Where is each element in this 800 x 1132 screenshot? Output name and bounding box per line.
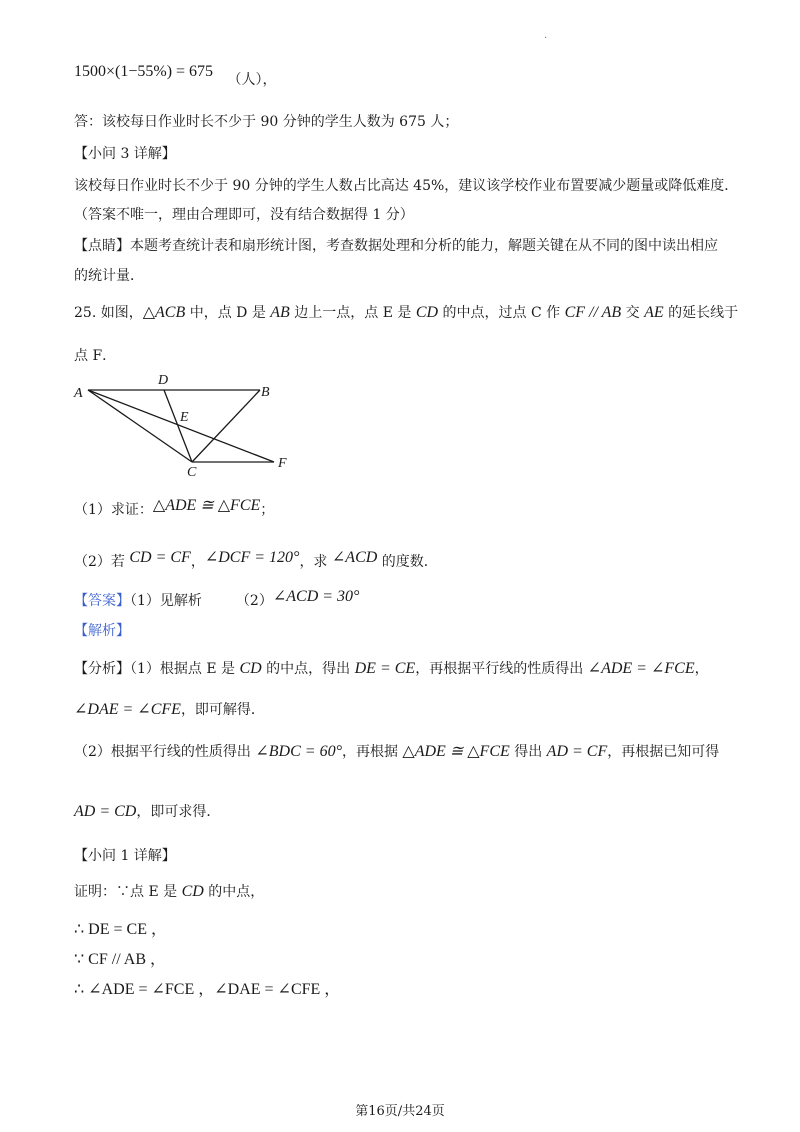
label-e: E <box>180 410 189 425</box>
q3-note: （答案不唯一，理由合理即可，没有结合数据得 1 分） <box>74 207 414 223</box>
q2-sep: ， <box>190 554 205 570</box>
label-f: F <box>278 456 287 471</box>
segment-ae: AE <box>644 304 664 321</box>
proof-text-a: 证明：∵点 E 是 <box>74 884 182 900</box>
q1-end: ； <box>260 502 275 518</box>
question-2 <box>74 549 438 572</box>
analysis-eq-bdc: ∠BDC = 60° <box>255 743 342 760</box>
analysis-eq-dae-cfe: ∠DAE = ∠CFE <box>74 701 181 718</box>
analysis-label: 【解析】 <box>74 623 130 639</box>
answer-part-2: ∠ACD = 30° <box>272 588 360 605</box>
q3-heading: 【小问 3 详解】 <box>74 146 176 162</box>
problem-text-b: 边上一点，点 E 是 <box>289 305 416 321</box>
q1-prefix: （1）求证： <box>74 502 153 518</box>
calc-unit: （人）， <box>227 72 277 88</box>
problem-line-2: 点 F． <box>74 348 117 364</box>
label-b: B <box>261 385 270 400</box>
analysis-line-2 <box>74 700 265 720</box>
analysis-text-d: ， <box>694 661 709 677</box>
analysis-text-h: 得出 <box>509 744 547 760</box>
answer-part-2-prefix: （2） <box>235 593 273 609</box>
problem-text-a: 中，点 D 是 <box>185 305 271 321</box>
analysis-text-f: （2）根据平行线的性质得出 <box>74 744 256 760</box>
analysis-text-j: ，即可求得． <box>136 804 221 820</box>
question-1 <box>74 497 275 520</box>
analysis-line-1 <box>74 659 709 679</box>
analysis-text-b: 的中点，得出 <box>261 661 355 677</box>
proof-line-2: ∴ DE = CE ， <box>74 921 167 938</box>
problem-line-1 <box>74 303 738 323</box>
proof-line-4: ∴ ∠ADE = ∠FCE ，∠DAE = ∠CFE ， <box>74 981 341 998</box>
label-a: A <box>74 386 83 401</box>
problem-prefix: 25. 如图， <box>74 305 143 321</box>
q2-prefix: （2）若 <box>74 554 130 570</box>
proof-line-3: ∵ CF // AB ， <box>74 951 166 968</box>
calc-line <box>74 62 277 88</box>
q1-detail-heading: 【小问 1 详解】 <box>74 848 176 864</box>
proof-cd: CD <box>181 883 204 900</box>
answer-sentence: 答：该校每日作业时长不少于 90 分钟的学生人数为 675 人； <box>74 114 459 130</box>
analysis-eq-congruent: △ADE ≅ △FCE <box>402 743 510 760</box>
label-d: D <box>158 373 169 388</box>
q2-end: 的度数． <box>377 554 438 570</box>
analysis-text-e: ，即可解得． <box>180 702 265 718</box>
label-c: C <box>187 465 197 480</box>
answer-label: 【答案】 <box>74 593 130 609</box>
q2-condition-1: CD = CF <box>129 549 191 566</box>
line-dc <box>164 390 192 462</box>
calc-expression: 1500×(1−55%) = 675 <box>74 63 214 80</box>
comment-line-1: 【点睛】本题考查统计表和扇形统计图，考查数据处理和分析的能力，解题关键在从不同的图中读出相应 <box>74 238 718 254</box>
analysis-text-c: ，再根据平行线的性质得出 <box>415 661 588 677</box>
analysis-text-g: ，再根据 <box>341 744 403 760</box>
proof-line-1 <box>74 882 264 902</box>
answer-part-1: （1）见解析 <box>130 593 202 609</box>
analysis-cd: CD <box>239 660 262 677</box>
analysis-eq-de-ce: DE = CE <box>354 660 416 677</box>
line-bc <box>192 390 260 462</box>
problem-text-e: 的延长线于 <box>663 305 739 321</box>
answer-line <box>74 588 360 611</box>
triangle-acb: △ACB <box>142 304 186 321</box>
line-ac <box>88 390 192 462</box>
q3-text: 该校每日作业时长不少于 90 分钟的学生人数占比高达 45%，建议该学校作业布置要减少题量或降低难度． <box>74 178 739 194</box>
comment-line-2: 的统计量． <box>74 268 144 284</box>
analysis-text-i: ，再根据已知可得 <box>607 744 720 760</box>
line-af <box>88 390 274 462</box>
segment-ab: AB <box>270 304 290 321</box>
page-footer: 第16页/共24页 <box>355 1104 445 1119</box>
analysis-line-4 <box>74 802 220 822</box>
parallel-cf-ab: CF // AB <box>564 304 622 321</box>
q2-mid: ，求 <box>299 554 332 570</box>
page-dot: . <box>544 30 548 41</box>
problem-text-c: 的中点，过点 C 作 <box>438 305 565 321</box>
proof-text-b: 的中点， <box>203 884 265 900</box>
segment-cd: CD <box>415 304 439 321</box>
q2-condition-2: ∠DCF = 120° <box>204 549 300 566</box>
analysis-eq-ade-fce: ∠ADE = ∠FCE <box>587 660 695 677</box>
problem-text-d: 交 <box>621 305 645 321</box>
analysis-line-3 <box>74 742 719 762</box>
geometry-figure <box>72 370 312 480</box>
analysis-eq-ad-cf: AD = CF <box>546 743 608 760</box>
analysis-text-a: 【分析】（1）根据点 E 是 <box>74 661 240 677</box>
q2-target: ∠ACD <box>331 549 378 566</box>
q1-statement: △ADE ≅ △FCE <box>152 497 261 514</box>
analysis-eq-ad-cd: AD = CD <box>74 803 137 820</box>
